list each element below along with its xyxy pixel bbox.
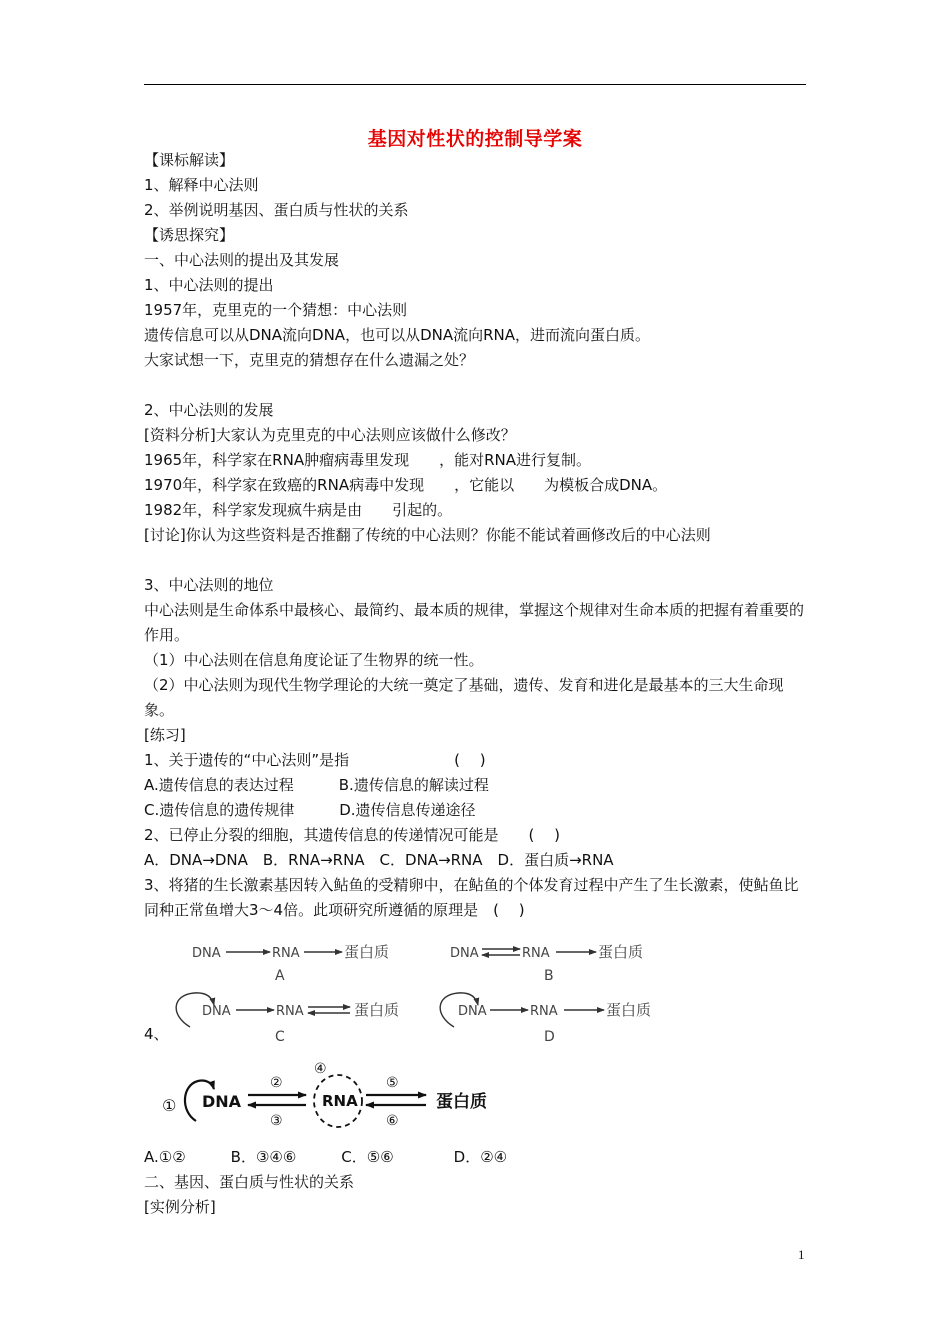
section-heading: 【课标解读】 bbox=[144, 151, 235, 169]
fig-b-dna: DNA bbox=[450, 946, 479, 961]
section-heading: 【诱思探究】 bbox=[144, 226, 235, 244]
num-6: ⑥ bbox=[386, 1113, 399, 1129]
question-1: 1、关于遗传的“中心法则”是指 ( ) bbox=[144, 751, 486, 769]
paragraph: 中心法则是生命体系中最核心、最简约、最本质的规律，掌握这个规律对生命本质的把握有着重要的作用。 bbox=[144, 601, 805, 644]
page-title: 基因对性状的控制导学案 bbox=[367, 128, 583, 150]
text-line: 大家试想一下，克里克的猜想存在什么遗漏之处？ bbox=[144, 351, 475, 369]
text-line: 1970年，科学家在致癌的RNA病毒中发现 ，它能以 为模板合成DNA。 bbox=[144, 476, 668, 494]
text-line: 1、中心法则的提出 bbox=[144, 276, 274, 294]
num-5: ⑤ bbox=[386, 1075, 399, 1091]
question-2-options: A．DNA→DNA B．RNA→RNA C．DNA→RNA D．蛋白质→RNA bbox=[144, 851, 614, 869]
fig-a-dna: DNA bbox=[192, 946, 221, 961]
text-line: 1957年，克里克的一个猜想：中心法则 bbox=[144, 301, 408, 319]
text-line: [实例分析] bbox=[144, 1198, 216, 1216]
fig-a-protein: 蛋白质 bbox=[344, 943, 390, 961]
paragraph: （2）中心法则为现代生物学理论的大统一奠定了基础，遗传、发育和进化是最基本的三大生命现象。 bbox=[144, 676, 784, 719]
fig2-protein: 蛋白质 bbox=[436, 1092, 487, 1112]
fig2-dna: DNA bbox=[202, 1092, 242, 1111]
text-line: （1）中心法则在信息角度论证了生物界的统一性。 bbox=[144, 651, 484, 669]
fig-a-rna: RNA bbox=[272, 946, 300, 961]
text-line: 3、中心法则的地位 bbox=[144, 576, 274, 594]
text-line: 1、解释中心法则 bbox=[144, 176, 259, 194]
fig-d-protein: 蛋白质 bbox=[606, 1001, 652, 1019]
text-line: 2、中心法则的发展 bbox=[144, 401, 274, 419]
num-3: ③ bbox=[270, 1113, 283, 1129]
fig2-rna: RNA bbox=[322, 1092, 358, 1110]
question-3: 3、将猪的生长激素基因转入鲇鱼的受精卵中，在鲇鱼的个体发育过程中产生了生长激素，使鲇鱼比同种正常鱼增大3～4倍。此项研究所遵循的原理是 ( ) bbox=[144, 876, 799, 919]
central-dogma-numbered-figure bbox=[160, 1055, 500, 1135]
num-2: ② bbox=[270, 1075, 283, 1091]
text-line: 一、中心法则的提出及其发展 bbox=[144, 251, 340, 269]
header-rule bbox=[144, 84, 806, 85]
central-dogma-options-figure bbox=[168, 935, 688, 1050]
question-1-options-cd: C.遗传信息的遗传规律 D.遗传信息传递途径 bbox=[144, 801, 476, 819]
text-line: 遗传信息可以从DNA流向DNA，也可以从DNA流向RNA，进而流向蛋白质。 bbox=[144, 326, 651, 344]
question-4: 4、 bbox=[144, 1025, 169, 1043]
num-1: ① bbox=[162, 1096, 177, 1115]
question-2: 2、已停止分裂的细胞，其遗传信息的传递情况可能是 ( ) bbox=[144, 826, 561, 844]
fig-label-d: D bbox=[544, 1029, 555, 1045]
fig-b-rna: RNA bbox=[522, 946, 550, 961]
text-line: [资料分析]大家认为克里克的中心法则应该做什么修改？ bbox=[144, 426, 516, 444]
fig-c-protein: 蛋白质 bbox=[354, 1001, 400, 1019]
fig-c-rna: RNA bbox=[276, 1004, 304, 1019]
section-heading: 二、基因、蛋白质与性状的关系 bbox=[144, 1173, 355, 1191]
text-line: 1965年，科学家在RNA肿瘤病毒里发现 ，能对RNA进行复制。 bbox=[144, 451, 591, 469]
fig-d-dna: DNA bbox=[458, 1004, 487, 1019]
num-4: ④ bbox=[314, 1061, 327, 1077]
text-line: 2、举例说明基因、蛋白质与性状的关系 bbox=[144, 201, 409, 219]
page-number: 1 bbox=[798, 1247, 805, 1262]
text-line: [练习] bbox=[144, 726, 186, 744]
question-4-options: A.①② B．③④⑥ C．⑤⑥ D．②④ bbox=[144, 1148, 508, 1166]
fig-label-b: B bbox=[544, 968, 554, 984]
fig-label-a: A bbox=[275, 968, 285, 984]
fig-label-c: C bbox=[275, 1029, 285, 1045]
text-line: 1982年，科学家发现疯牛病是由 引起的。 bbox=[144, 501, 453, 519]
question-1-options-ab: A.遗传信息的表达过程 B.遗传信息的解读过程 bbox=[144, 776, 489, 794]
fig-b-protein: 蛋白质 bbox=[598, 943, 644, 961]
fig-c-dna: DNA bbox=[202, 1004, 231, 1019]
text-line: [讨论]你认为这些资料是否推翻了传统的中心法则？你能不能试着画修改后的中心法则 bbox=[144, 526, 711, 544]
fig-d-rna: RNA bbox=[530, 1004, 558, 1019]
